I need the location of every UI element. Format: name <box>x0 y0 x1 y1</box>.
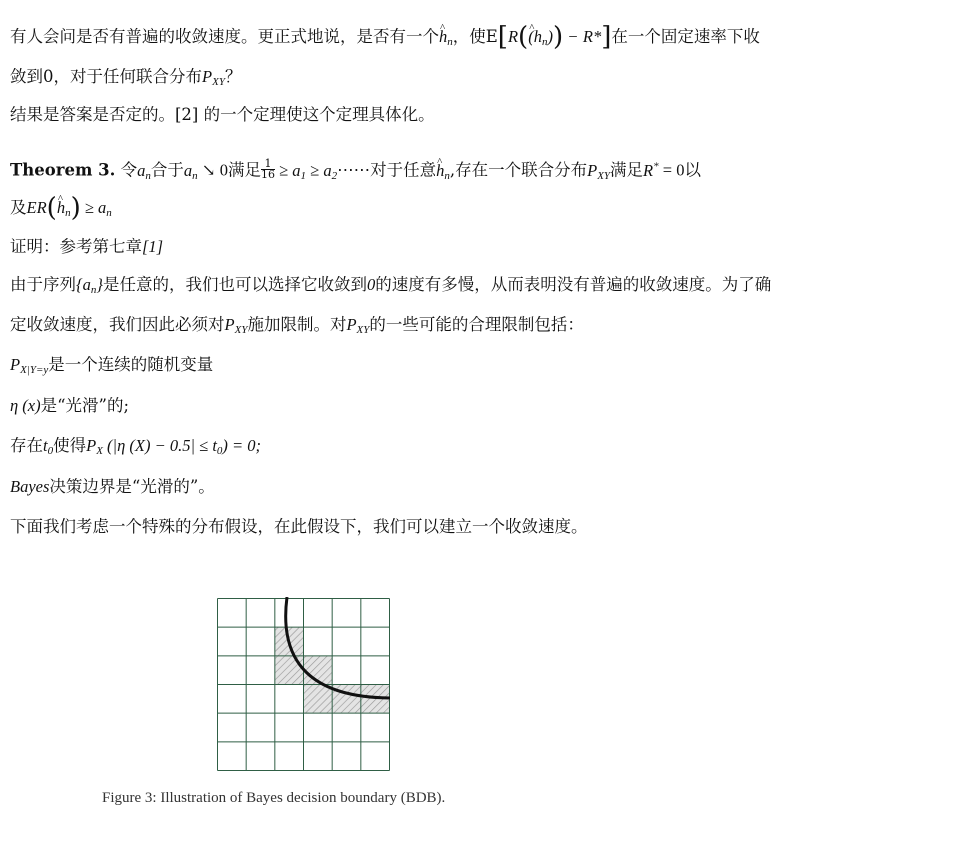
proof-text: 证明：参考第七章 <box>10 237 142 256</box>
seq-set: $\{a_n\}$ <box>76 275 103 296</box>
fraction-1-16: $\frac{1}{16}$ <box>260 156 275 181</box>
restriction-4-text: 决策边界是“光滑的”。 <box>49 477 215 496</box>
h-hat-n-thm: ^ $h_n$ <box>436 160 450 187</box>
a-n-final: $a_n$ <box>98 198 112 219</box>
para1-text-b: ，使E <box>452 27 498 46</box>
bracket-open: [ <box>497 22 508 52</box>
expected-risk: ER <box>26 198 47 217</box>
seq-a-n-2: $a_n$ <box>183 160 198 182</box>
h-hat-n-thm2: ^ $h_n$ <box>57 197 71 224</box>
risk-R: R <box>507 27 519 46</box>
para1-text-e: ？ <box>224 67 242 86</box>
minus-sign: − <box>568 27 578 46</box>
para3-text-e: 施加限制。对 <box>247 315 347 334</box>
geq-2: ≥ <box>306 160 324 180</box>
proof-ref: [1] <box>142 237 164 256</box>
theorem-line2 <box>10 193 112 224</box>
para3-text-f: 的一些可能的合理限制包括： <box>369 315 584 334</box>
para3-line1 <box>10 274 771 301</box>
hatched-cell <box>304 685 333 714</box>
theorem-text-j: 及 <box>10 198 27 217</box>
para3-line2 <box>10 314 584 341</box>
joint-dist-P-thm: $P_{XY}$ <box>587 160 611 182</box>
paren-open: ( <box>518 22 529 52</box>
restriction-3-head: 存在 <box>10 436 43 455</box>
para1-line2 <box>10 66 241 93</box>
para1-text-a: 有人会问是否有普遍的收敛速度。更正式地说，是否有一个 <box>10 27 439 46</box>
theorem-text-i: = 0以 <box>658 160 701 180</box>
restriction-3-mid: 使得 <box>53 436 87 455</box>
para3-text-b: 是任意的，我们也可以选择它收敛到 <box>102 275 367 294</box>
theorem-label: Theorem 3. <box>10 160 116 180</box>
paren-open-2: ( <box>46 193 57 223</box>
restriction-1-text: 是一个连续的随机变量 <box>48 355 214 374</box>
restriction-2 <box>10 395 129 417</box>
restriction-1 <box>10 354 213 381</box>
risk-R-star: R* <box>582 27 602 46</box>
proof-line <box>10 236 163 258</box>
t-zero: $t_0$ <box>43 436 54 457</box>
hatched-cell <box>275 656 304 685</box>
para2: 结果是答案是否定的。[2] 的一个定理使这个定理具体化。 <box>10 105 435 124</box>
theorem-text-c: ↘ 0满足 <box>197 160 261 180</box>
para1-text-d: 敛到0，对于任何联合分布 <box>10 67 202 86</box>
para4: 下面我们考虑一个特殊的分布假设，在此假设下，我们可以建立一个收敛速度。 <box>10 517 588 536</box>
paren-close-2: ) <box>70 193 81 223</box>
h-hat-n-inner: ^ $(h_n)$ <box>528 26 553 53</box>
grid-lines <box>218 599 390 771</box>
para1-line1 <box>10 22 760 53</box>
h-hat-n: ^ $h_n$ <box>439 26 453 53</box>
paren-close: ) <box>552 22 564 52</box>
bayes-word: Bayes <box>10 477 50 496</box>
restriction-3-expr: (|η (X) − 0.5| ≤ <box>102 436 213 455</box>
restriction-3 <box>10 435 261 462</box>
P-XY-a: $P_{XY}$ <box>224 315 248 336</box>
para3-text-d: 定收敛速度，我们因此必须对 <box>10 315 225 334</box>
theorem-text-a: 令 <box>120 160 138 180</box>
P-XY-b: $P_{XY}$ <box>346 315 370 336</box>
para3-text-a: 由于序列 <box>10 275 76 294</box>
theorem-text-h: 满足 <box>610 160 644 180</box>
theorem-text-f: ⋯⋯对于任意 <box>337 160 437 180</box>
a-1: $a_1$ <box>292 160 307 182</box>
geq-1: ≥ <box>274 160 293 180</box>
a-2: $a_2$ <box>323 160 338 182</box>
figure-caption: Figure 3: Illustration of Bayes decision boundary (BDB). <box>102 790 446 806</box>
eta-x: η (x) <box>10 396 41 415</box>
para3-text-c: 的速度有多慢，从而表明没有普遍的收敛速度。为了确 <box>375 275 772 294</box>
theorem-line1 <box>10 155 701 187</box>
joint-dist-P: $P_{XY}$ <box>202 67 225 88</box>
restriction-4 <box>10 476 215 498</box>
P-X: $P_X$ <box>86 436 103 457</box>
seq-a-n: $a_n$ <box>137 160 151 182</box>
para1-text-c: 在一个固定速率下收 <box>611 27 760 46</box>
P-X-given-Y: $P_{X|Y=y}$ <box>10 355 49 376</box>
geq-3: ≥ <box>80 198 99 217</box>
bdb-figure <box>216 597 392 773</box>
R-star-thm: R* <box>643 160 659 180</box>
t-zero-2: $t_0$ <box>212 436 223 457</box>
theorem-text-b: 合于 <box>150 160 184 180</box>
restriction-2-text: 是“光滑”的; <box>40 396 130 415</box>
restriction-3-end: ) = 0; <box>222 436 262 455</box>
bracket-close: ] <box>601 22 612 52</box>
zero-italic: 0 <box>366 275 376 294</box>
theorem-text-g: ,存在一个联合分布 <box>449 160 588 180</box>
